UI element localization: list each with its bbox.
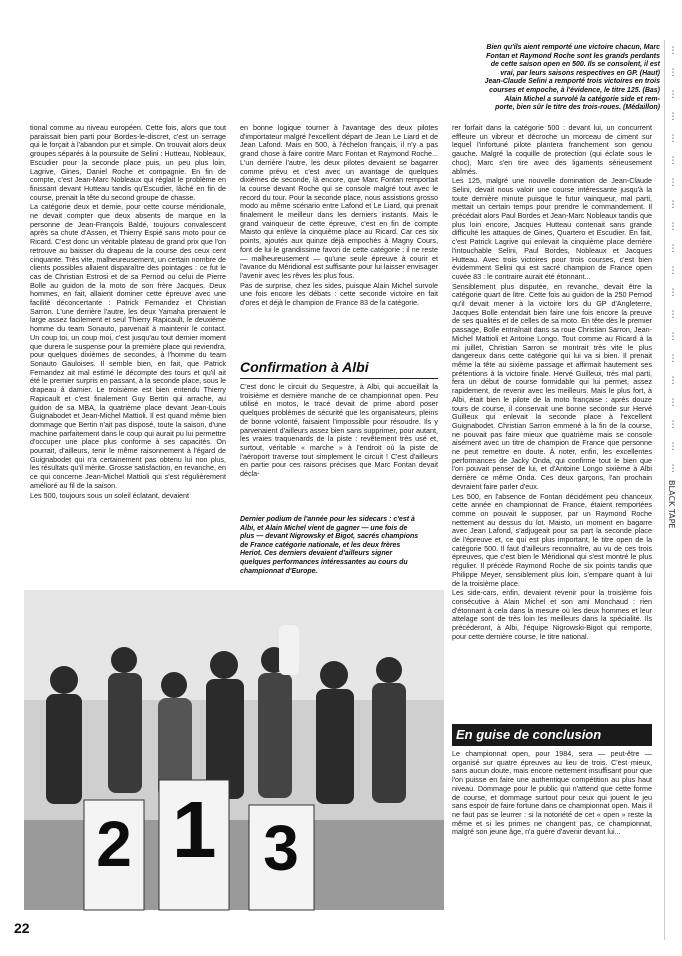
page-number: 22 <box>14 920 30 936</box>
caption-line: Heriot. Ces derniers devaient d'ailleurs signer <box>240 550 393 558</box>
edge-mark: ⋮ <box>668 68 678 78</box>
podium-number-2: 2 <box>96 808 132 880</box>
edge-label: BLACK TAPE <box>667 480 676 529</box>
caption-line: de France catégorie nationale, et les deux frères <box>240 541 401 549</box>
caption-line: porte, bien sûr le titre des trois-roues. (Médaillon) <box>495 104 660 112</box>
article-column-3 <box>452 124 652 714</box>
caption-line: vrai, par leurs saisons respectives en GP. (Haut) <box>500 69 660 77</box>
caption-line: Alain Michel a survolé la catégorie side et rem- <box>504 95 660 103</box>
paragraph: Les 125, malgré une nouvelle domination de Jean-Claude Selini, devait nous valoir une course intéressante jusqu'à la toute dernière minute puisque le futur vainqueur, mal parti, mettait un certain temps pour prendre le commandement. Il précédait alors Paul Bordes et Jean-Marc Nobleaux tandis que plus loin encore, Jacques Hutteau contenait sans grande difficulté les attaques de Gines, Quartero et Escudier. En fait, c'est Patrick Lagrive qui enlevait la cinquième place derrière l'intouchable Selini, Paul Bordes, Nobleaux et Jacques Hutteau. Avec trois victoires pour trois courses, c'est bien évidemment Selini qui est sacré champion de France open cuvée 83 : le contraire aurait été étonnant... <box>452 176 652 281</box>
caption-line: championnat d'Europe. <box>240 567 318 575</box>
edge-mark: ⋮ <box>668 354 678 364</box>
podium-photo-art <box>24 590 444 910</box>
edge-mark: ⋮ <box>668 288 678 298</box>
edge-mark: ⋮ <box>668 442 678 452</box>
paragraph: rer forfait dans la catégorie 500 : devant lui, un concurrent effleure un vibreur et décroche un morceau de ciment sur lequel l'infortuné pilote plantera franchement son genou gauche. Malgré la coquille de protection (qui éclate sous le choc), Marc s'en tire avec des ligaments sérieusement abîmés. <box>452 123 652 176</box>
podium-photo-caption <box>240 516 440 576</box>
caption-line: Albi, et Alain Michel vient de gagner — une fois de <box>240 524 408 532</box>
binding-edge <box>664 40 681 940</box>
paragraph: C'est donc le circuit du Sequestre, à Albi, qui accueillait la troisième et dernière manche de ce championnat open. Peu utilisé en motos, le tracé devait de prime abord poser quelques problèmes de sécurité que les organisateurs, pleins de bonne volonté, faisaient l'impossible pour résoudre. Ils y parvenaient d'ailleurs assez bien sans supprimer, pour autant, les vraies traquenards de la piste : revêtement très usé et, surtout, véritable « marche » à l'endroit où la piste de l'aéroport traverse tout simplement le circuit ! C'est d'ailleurs en partie pour ces raisons précises que Marc Fontan devait décla- <box>240 382 438 479</box>
edge-mark: ⋮ <box>668 90 678 100</box>
article-column-3-conclusion <box>452 718 652 924</box>
paragraph: en bonne logique tourner à l'avantage des deux pilotes d'importateur malgré l'excellent départ de Jean Le Liard et de Jean Lafond. Mais en 500, à l'échelon français, il n'y a pas grand chose à faire contre Marc Fontan et Raymond Roche... L'un derrière l'autre, les deux pilotes devaient se bagarrer comme prévu et c'est avec un avantage de quelques dixièmes de seconde, là encore, que Marc Fontan remportait la course devant Roche qui se console malgré tout avec le record du tour. Pour la seconde place, nous assistions grosso modo au même scénario entre Lafond et Le Liard, qui prenait finalement le meilleur dans les derniers instants. Mais le grand vainqueur de cette épreuve, c'est en fin de compte Maisto qui enlève la cinquième place au Ricard. Car ces six points, ajoutés aux quinze déjà empochés à Magny Cours, font de lui le grandissime favori de cette catégorie : il ne reste — malheureusement — qu'une seule épreuve à courir et l'avance du Méridional est suffisante pour lui laisser envisager l'avenir avec les rêves les plus fous. <box>240 123 438 280</box>
edge-mark: ⋮ <box>668 112 678 122</box>
caption-line: quelques performances intéressantes au cours du <box>240 558 408 566</box>
section-heading-confirmation: Confirmation à Albi <box>240 358 438 379</box>
caption-line: Dernier podium de l'année pour les sidecars : c'est à <box>240 516 415 523</box>
edge-mark: ⋮ <box>668 134 678 144</box>
edge-mark: ⋮ <box>668 266 678 276</box>
edge-mark: ⋮ <box>668 332 678 342</box>
caption-line: Jean-Claude Selini a remporté trois victoires en trois <box>484 78 660 86</box>
edge-mark: ⋮ <box>668 156 678 166</box>
edge-mark: ⋮ <box>668 376 678 386</box>
edge-mark: ⋮ <box>668 244 678 254</box>
edge-mark: ⋮ <box>668 222 678 232</box>
top-photo-caption <box>438 44 660 113</box>
edge-mark: ⋮ <box>668 310 678 320</box>
paragraph: Sensiblement plus disputée, en revanche, devait être la catégorie quart de litre. Cette fois au guidon de la 250 Pernod qu'il devait mener à la victoire lors du GP d'Angleterre, Jacques Bolle entendait bien faire une fois encore la preuve de ses qualités et de celles de sa moto. En tête dès le premier passage, Bolle entraînait dans sa roue Christian Sarron, Jean-Michel Mattioli et Antoine Longo. Tout comme au Ricard à la mi juillet, Christian Sarron se montrait très vite le plus dangereux dans cette catégorie qui lui va si bien. Il prenait même la tête au sixième passage et affirmait hautement ses prétentions à la victoire finale. Hervé Guilleux, très mal parti, fera un début de course formidable qui lui permet, assez rapidement, de revenir avec les meilleurs. Mais le plus fort, à Albi, était bien le pilote de la moto française : après douze tours de course, il conservait une bonne seconde sur Hervé Guilleux qui enlevait la seconde place à l'excellent Guignabodet. Christian Sarron emmené à la fin de la course, ne pouvait pas faire mieux que quatrième mais se console aisément avec un titre de champion de France que personne ne peut remettre en doute. À noter, enfin, les excellentes performances de Jacky Onda, qui confirme tout le bien que l'on pouvait penser de lui, et d'Antoine Longo sixième à Albi derrière ce même Onda. Ces deux garçons, l'an prochain devraient faire parler d'eux. <box>452 281 652 491</box>
podium-photo <box>24 590 444 910</box>
caption-line: Bien qu'ils aient remporté une victoire chacun, Marc <box>486 44 660 51</box>
caption-line: courses et empoche, à l'évidence, le titre 125. (Bas) <box>489 86 660 94</box>
caption-line: Fontan et Raymond Roche sont les grands perdants <box>486 52 660 60</box>
article-column-1 <box>30 123 226 500</box>
section-heading-conclusion: En guise de conclusion <box>452 724 652 746</box>
podium-number-3: 3 <box>263 812 299 884</box>
paragraph: La catégorie deux et demie, pour cette course méridionale, ne devait compter que deux absents de marque en la personne de Jean-François Baldé, toujours convalescent après sa chute d'Assen, et Thierry Espié sans moto pour ce Ricard. C'est donc un véritable plateau de grand prix que l'on retrouve au baisser du drapeau de la course des ceux cent cinquante. Très vite, malheureusement, un certain nombre de clients possibles allaient disparaître des pointages : ce fut le cas de Christian Estrosi et de sa Pernod ou celui de Pierre Bolle au guidon de la moto de son frère Jacques. Deux hommes, en fait, allaient dominer cette épreuve avec une facilité déconcertante : Patrick Fernandez et Christian Sarron. L'une derrière l'autre, les deux Yamaha prenaient le large assez facilement et seul Thierry Rapicault, le deuxième homme du team Sonauto, parvenait à maintenir le contact. Un coup toi, un coup moi, c'est jusqu'au tout dernier moment que durera le suspense pour la première place qui reviendra, pour quelques dixièmes de secondes, à l'homme du team Sonauto Gauloises. Il semble bien, en fait, que Patrick Fernandez ait mal estimé le décompte des tours et qu'il ait été le premier surpris en passant, à la seconde place, sous le drapeau à damier. Le troisième est bien entendu Thierry Rapicault et c'est finalement Guy Bertin qui arrache, au guidon de sa MBA, la quatrième place devant Jean-Louis Guignabodet et Jean-Michel Mattioli. Il est quand même bien dommage que Bertin n'ait pas disposé, toute la saison, d'une machine parfaitement dans le coup qui aurait pu lui permettre d'occuper une place plus conforme à ses capacités. On pourrait, d'ailleurs, tenir le même raisonnement à l'égard de Guignabodet qui n'a certainement pas obtenu lui non plus, les résultats qu'il mérite. Grosse satisfaction, en revanche, en ce qui concerne Jean-Michel Mattioli qui s'est régulièrement amélioré au fil de la saison. <box>30 202 226 490</box>
edge-mark: ⋮ <box>668 464 678 474</box>
podium-number-1: 1 <box>172 785 217 874</box>
paragraph: Le championnat open, pour 1984, sera — peut-être — organisé sur quatre épreuves au lieu de trois. C'est mieux, sans aucun doute, mais encore nettement insuffisant pour que l'on puisse en faire une authentique compétition au plus haut niveau. Dommage pour le public qui n'attend que cette forme de course, et dommage surtout pour ceux qui jouent le jeu sans espoir de faire fortune dans ce championnat open. Mais il ne faut pas se leurrer : si la notoriété de cet « open » reste la même et si les primes ne changent pas, ce championnat, malgré son jeune âge, n'a guère d'avenir devant lui... <box>452 749 652 837</box>
paragraph: Les 500, toujours sous un soleil éclatant, devaient <box>30 490 190 500</box>
paragraph: Les 500, en l'absence de Fontan décidément peu chanceux cette année en championnat de France, étaient remportées comme on pouvait le supposer, par un Raymond Roche nettement au dessus du lot. Maisto, un moment en bagarre avec Jean Lafond, s'adjugeait pour sa part la seconde place de l'épreuve et, ce qui est plus important, le titre open de la catégorie 500. Il faut d'ailleurs reconnaître, au vu de ces trois épreuves, que c'est bien le Méridional qui s'est montré le plus régulier. Il précède Raymond Roche de six points tandis que Philippe Meyer, sensiblement plus loin, s'empare quant à lui de la troisième place. <box>452 491 652 588</box>
caption-line: plus — devant Nigrowsky et Bigot, sacrés champions <box>240 533 419 541</box>
edge-mark: ⋮ <box>668 420 678 430</box>
article-column-2 <box>240 124 438 356</box>
paragraph: tional comme au niveau européen. Cette fois, alors que tout paraissait bien parti pour Bordes-le-discret, c'est un serrage qui le forçait à l'abandon pur et simple. On trouvait alors deux groupes séparés à la poursuite de Selini : Hutteau, Nobleaux, Escudier pour la seconde place puis, un peu plus loin, Lagrive, Gines, Daniel Roche et compagnie. En fin de compte, c'est Jean-Marc Nobleaux qui réglait le problème en finissant devant Hutteau tandis qu'Escudier, lâché en fin de course, prenait la tête du second groupe de chasse. <box>30 123 226 202</box>
edge-mark: ⋮ <box>668 178 678 188</box>
paragraph: Les side-cars, enfin, devaient revenir pour la troisième fois consécutive à Alain Michel et son ami Monchaud : rien d'étonnant à cela dans la mesure où les deux hommes et leur attelage sont de très loin les meilleurs dans la spécialité. Ils précéderont, à Albi, l'équipe Nigrowski-Bigot qui remporte, pour cette dernière course, le titre national. <box>452 588 652 641</box>
article-column-2-section <box>240 352 438 512</box>
edge-mark: ⋮ <box>668 46 678 56</box>
edge-mark: ⋮ <box>668 398 678 408</box>
caption-line: de cette saison open en 500. Ils se consolent, il est <box>490 61 660 69</box>
paragraph: Pas de surprise, chez les sides, puisque Alain Michel survole une fois encore les débats : cette seconde victoire en fait d'ores et déjà le champion de France 83 de la catégorie. <box>240 280 438 308</box>
edge-mark: ⋮ <box>668 200 678 210</box>
